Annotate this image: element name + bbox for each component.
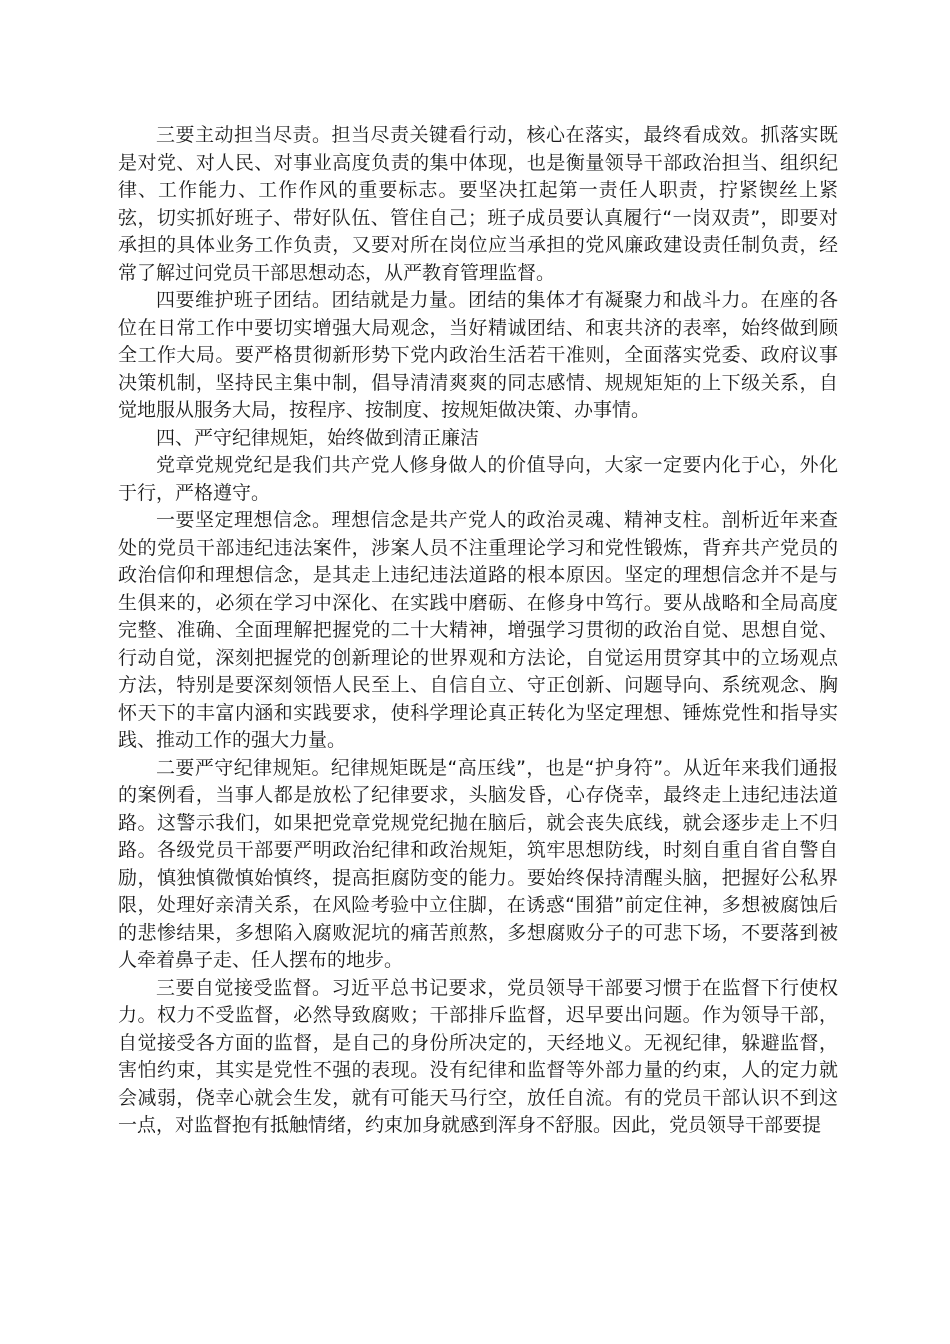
document-body [118,122,838,1140]
paragraph-ideals-beliefs: 一要坚定理想信念。理想信念是共产党人的政治灵魂、精神支柱。剖析近年来查处的党员干部违纪违法案件，涉案人员不注重理论学习和党性锻炼，背弃共产党员的政治信仰和理想信念，是其走上违纪违法道路的根本原因。坚定的理想信念并不是与生俱来的，必须在学习中深化、在实践中磨砺、在修身中笃行。要从战略和全局高度完整、准确、全面理解把握党的二十大精神，增强学习贯彻的政治自觉、思想自觉、行动自觉，深刻把握党的创新理论的世界观和方法论，自觉运用贯穿其中的立场观点方法，特别是要深刻领悟人民至上、自信自立、守正创新、问题导向、系统观念、胸怀天下的丰富内涵和实践要求，使科学理论真正转化为坚定理想、锤炼党性和指导实践、推动工作的强大力量。 [118,509,838,751]
paragraph-observe-discipline: 二要严守纪律规矩。纪律规矩既是“高压线”，也是“护身符”。从近年来我们通报的案例看，当事人都是放松了纪律要求，头脑发昏，心存侥幸，最终走上违纪违法道路。这警示我们，如果把党章党规党纪抛在脑后，就会丧失底线，就会逐步走上不归路。各级党员干部要严明政治纪律和政治规矩，筑牢思想防线，时刻自重自省自警自励，慎独慎微慎始慎终，提高拒腐防变的能力。要始终保持清醒头脑，把握好公私界限，处理好亲清关系，在风险考验中立住脚，在诱惑“围猎”前定住神，多想被腐蚀后的悲惨结果，多想陷入腐败泥坑的痛苦煎熬，多想腐败分子的可悲下场，不要落到被人牵着鼻子走、任人摆布的地步。 [118,756,838,971]
paragraph-party-rules: 党章党规党纪是我们共产党人修身做人的价值导向，大家一定要内化于心，外化于行，严格遵守。 [118,454,838,504]
paragraph-accept-supervision: 三要自觉接受监督。习近平总书记要求，党员领导干部要习惯于在监督下行使权力。权力不受监督，必然导致腐败；干部排斥监督，迟早要出问题。作为领导干部，自觉接受各方面的监督，是自己的身份所决定的，天经地义。无视纪律，躲避监督，害怕约束，其实是党性不强的表现。没有纪律和监督等外部力量的约束，人的定力就会减弱，侥幸心就会生发，就有可能天马行空，放任自流。有的党员干部认识不到这一点，对监督抱有抵触情绪，约束加身就感到浑身不舒服。因此，党员领导干部要提 [118,976,838,1136]
paragraph-team-unity: 四要维护班子团结。团结就是力量。团结的集体才有凝聚力和战斗力。在座的各位在日常工作中要切实增强大局观念，当好精诚团结、和衷共济的表率，始终做到顾全工作大局。要严格贯彻新形势下党内政治生活若干准则，全面落实党委、政府议事决策机制，坚持民主集中制，倡导清清爽爽的同志感情、规规矩矩的上下级关系，自觉地服从服务大局，按程序、按制度、按规矩做决策、办事情。 [118,289,838,421]
paragraph-shoulder-responsibility: 三要主动担当尽责。担当尽责关键看行动，核心在落实，最终看成效。抓落实既是对党、对人民、对事业高度负责的集中体现，也是衡量领导干部政治担当、组织纪律、工作能力、工作作风的重要标志。要坚决扛起第一责任人职责，拧紧锲丝上紧弦，切实抓好班子、带好队伍、管住自己；班子成员要认真履行“一岗双责”，即要对承担的具体业务工作负责，又要对所在岗位应当承担的党风廉政建设责任制负责，经常了解过问党员干部思想动态，从严教育管理监督。 [118,124,838,284]
section-heading-discipline: 四、严守纪律规矩，始终做到清正廉洁 [156,426,480,449]
